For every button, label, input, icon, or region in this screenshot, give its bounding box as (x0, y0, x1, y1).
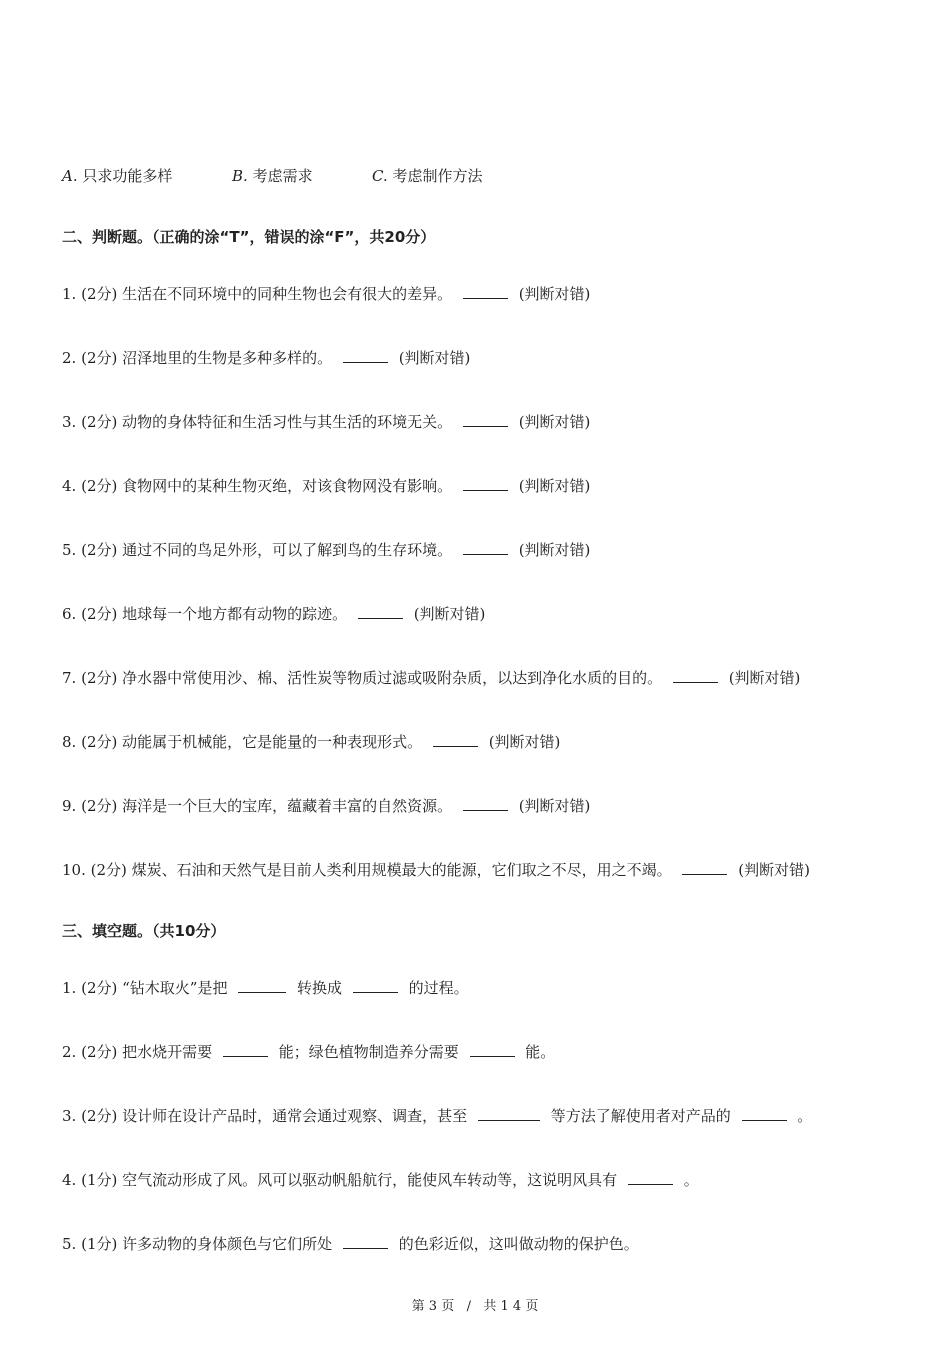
question-number: 7. (62, 669, 77, 687)
answer-blank[interactable] (673, 668, 718, 683)
judge-question (62, 796, 590, 816)
question-text: 动物的身体特征和生活习性与其生活的环境无关。 (122, 413, 453, 431)
question-number: 2. (62, 349, 77, 367)
answer-blank[interactable] (343, 1234, 388, 1249)
question-text: 净水器中常使用沙、棉、活性炭等物质过滤或吸附杂质，以达到净化水质的目的。 (122, 669, 663, 687)
page-footer: 第 3 页 / 共 1 4 页 (411, 1299, 539, 1314)
question-score: (1分) (81, 1171, 118, 1189)
answer-blank[interactable] (343, 348, 388, 363)
question-text: 能。 (525, 1043, 556, 1061)
question-text: 动能属于机械能，它是能量的一种表现形式。 (122, 733, 423, 751)
question-text: 煤炭、石油和天然气是目前人类利用规模最大的能源，它们取之不尽，用之不竭。 (131, 861, 672, 879)
option-a-letter: A. (62, 167, 78, 185)
judge-question (62, 476, 590, 496)
judge-question (62, 604, 485, 624)
question-number: 3. (62, 1107, 77, 1125)
question-suffix: (判断对错) (488, 733, 561, 751)
question-number: 5. (62, 1235, 77, 1253)
fill-question (62, 1042, 555, 1062)
question-suffix: (判断对错) (518, 413, 591, 431)
question-text: 食物网中的某种生物灭绝，对该食物网没有影响。 (122, 477, 453, 495)
option-b (232, 166, 313, 186)
question-text: 沼泽地里的生物是多种多样的。 (122, 349, 333, 367)
question-score: (2分) (81, 349, 118, 367)
question-suffix: (判断对错) (738, 861, 810, 879)
option-a-text: 只求功能多样 (82, 167, 173, 185)
fill-question (62, 1106, 812, 1126)
question-score: (2分) (81, 979, 118, 997)
question-text: 。 (797, 1107, 813, 1125)
judge-question (62, 540, 590, 560)
question-text: 地球每一个地方都有动物的踪迹。 (122, 605, 348, 623)
option-b-letter: B. (232, 167, 248, 185)
question-suffix: (判断对错) (728, 669, 801, 687)
option-c (372, 166, 483, 186)
answer-blank[interactable] (463, 412, 508, 427)
question-text: 的过程。 (408, 979, 469, 997)
answer-blank[interactable] (742, 1106, 787, 1121)
question-text: 的色彩近似，这叫做动物的保护色。 (398, 1235, 639, 1253)
question-text: “钻木取火”是把 (122, 979, 228, 997)
answer-blank[interactable] (358, 604, 403, 619)
answer-blank[interactable] (470, 1042, 515, 1057)
question-text: 海洋是一个巨大的宝库，蕴藏着丰富的自然资源。 (122, 797, 453, 815)
answer-blank[interactable] (463, 540, 508, 555)
judge-question (62, 412, 590, 432)
question-score: (2分) (81, 285, 118, 303)
judge-question (62, 348, 470, 368)
judge-question (62, 668, 800, 688)
question-text: 等方法了解使用者对产品的 (550, 1107, 731, 1125)
option-a (62, 166, 172, 186)
question-suffix: (判断对错) (398, 349, 471, 367)
fill-question (62, 1170, 699, 1190)
question-number: 6. (62, 605, 77, 623)
question-number: 8. (62, 733, 77, 751)
question-suffix: (判断对错) (518, 285, 591, 303)
question-text: 。 (683, 1171, 699, 1189)
answer-blank[interactable] (238, 978, 286, 993)
question-number: 4. (62, 477, 77, 495)
question-text: 能；绿色植物制造养分需要 (278, 1043, 459, 1061)
answer-blank[interactable] (463, 476, 508, 491)
question-text: 许多动物的身体颜色与它们所处 (122, 1235, 333, 1253)
question-score: (2分) (81, 669, 118, 687)
question-number: 10. (62, 861, 86, 879)
question-text: 空气流动形成了风。风可以驱动帆船航行，能使风车转动等，这说明风具有 (122, 1171, 618, 1189)
fill-question (62, 1234, 639, 1254)
question-number: 9. (62, 797, 77, 815)
question-score: (2分) (81, 733, 118, 751)
question-number: 4. (62, 1171, 77, 1189)
question-suffix: (判断对错) (518, 541, 591, 559)
answer-blank[interactable] (682, 860, 727, 875)
question-suffix: (判断对错) (518, 797, 591, 815)
question-text: 转换成 (297, 979, 343, 997)
answer-blank[interactable] (353, 978, 398, 993)
answer-blank[interactable] (478, 1106, 540, 1121)
question-suffix: (判断对错) (413, 605, 486, 623)
question-score: (2分) (81, 541, 118, 559)
question-text: 把水烧开需要 (122, 1043, 213, 1061)
question-text: 生活在不同环境中的同种生物也会有很大的差异。 (122, 285, 453, 303)
judge-question (62, 732, 560, 752)
option-b-text: 考虑需求 (252, 167, 313, 185)
question-score: (1分) (81, 1235, 118, 1253)
question-score: (2分) (81, 1043, 118, 1061)
question-score: (2分) (81, 477, 118, 495)
question-number: 1. (62, 285, 77, 303)
question-score: (2分) (81, 797, 118, 815)
question-suffix: (判断对错) (518, 477, 591, 495)
question-score: (2分) (81, 605, 118, 623)
option-c-text: 考虑制作方法 (392, 167, 483, 185)
section-two-heading: 二、判断题。（正确的涂“T”，错误的涂“F”，共20分） (62, 228, 436, 246)
judge-question (62, 284, 590, 304)
question-number: 2. (62, 1043, 77, 1061)
fill-question (62, 978, 469, 998)
question-score: (2分) (81, 1107, 118, 1125)
answer-blank[interactable] (433, 732, 478, 747)
question-number: 1. (62, 979, 77, 997)
question-score: (2分) (81, 413, 118, 431)
answer-blank[interactable] (223, 1042, 268, 1057)
option-c-letter: C. (372, 167, 388, 185)
section-three-heading: 三、填空题。（共10分） (62, 922, 226, 940)
answer-blank[interactable] (463, 796, 508, 811)
judge-question (62, 860, 810, 880)
question-text: 通过不同的鸟足外形，可以了解到鸟的生存环境。 (122, 541, 453, 559)
answer-blank[interactable] (463, 284, 508, 299)
question-text: 设计师在设计产品时，通常会通过观察、调查，甚至 (122, 1107, 468, 1125)
answer-blank[interactable] (628, 1170, 673, 1185)
question-number: 5. (62, 541, 77, 559)
question-score: (2分) (90, 861, 127, 879)
question-number: 3. (62, 413, 77, 431)
